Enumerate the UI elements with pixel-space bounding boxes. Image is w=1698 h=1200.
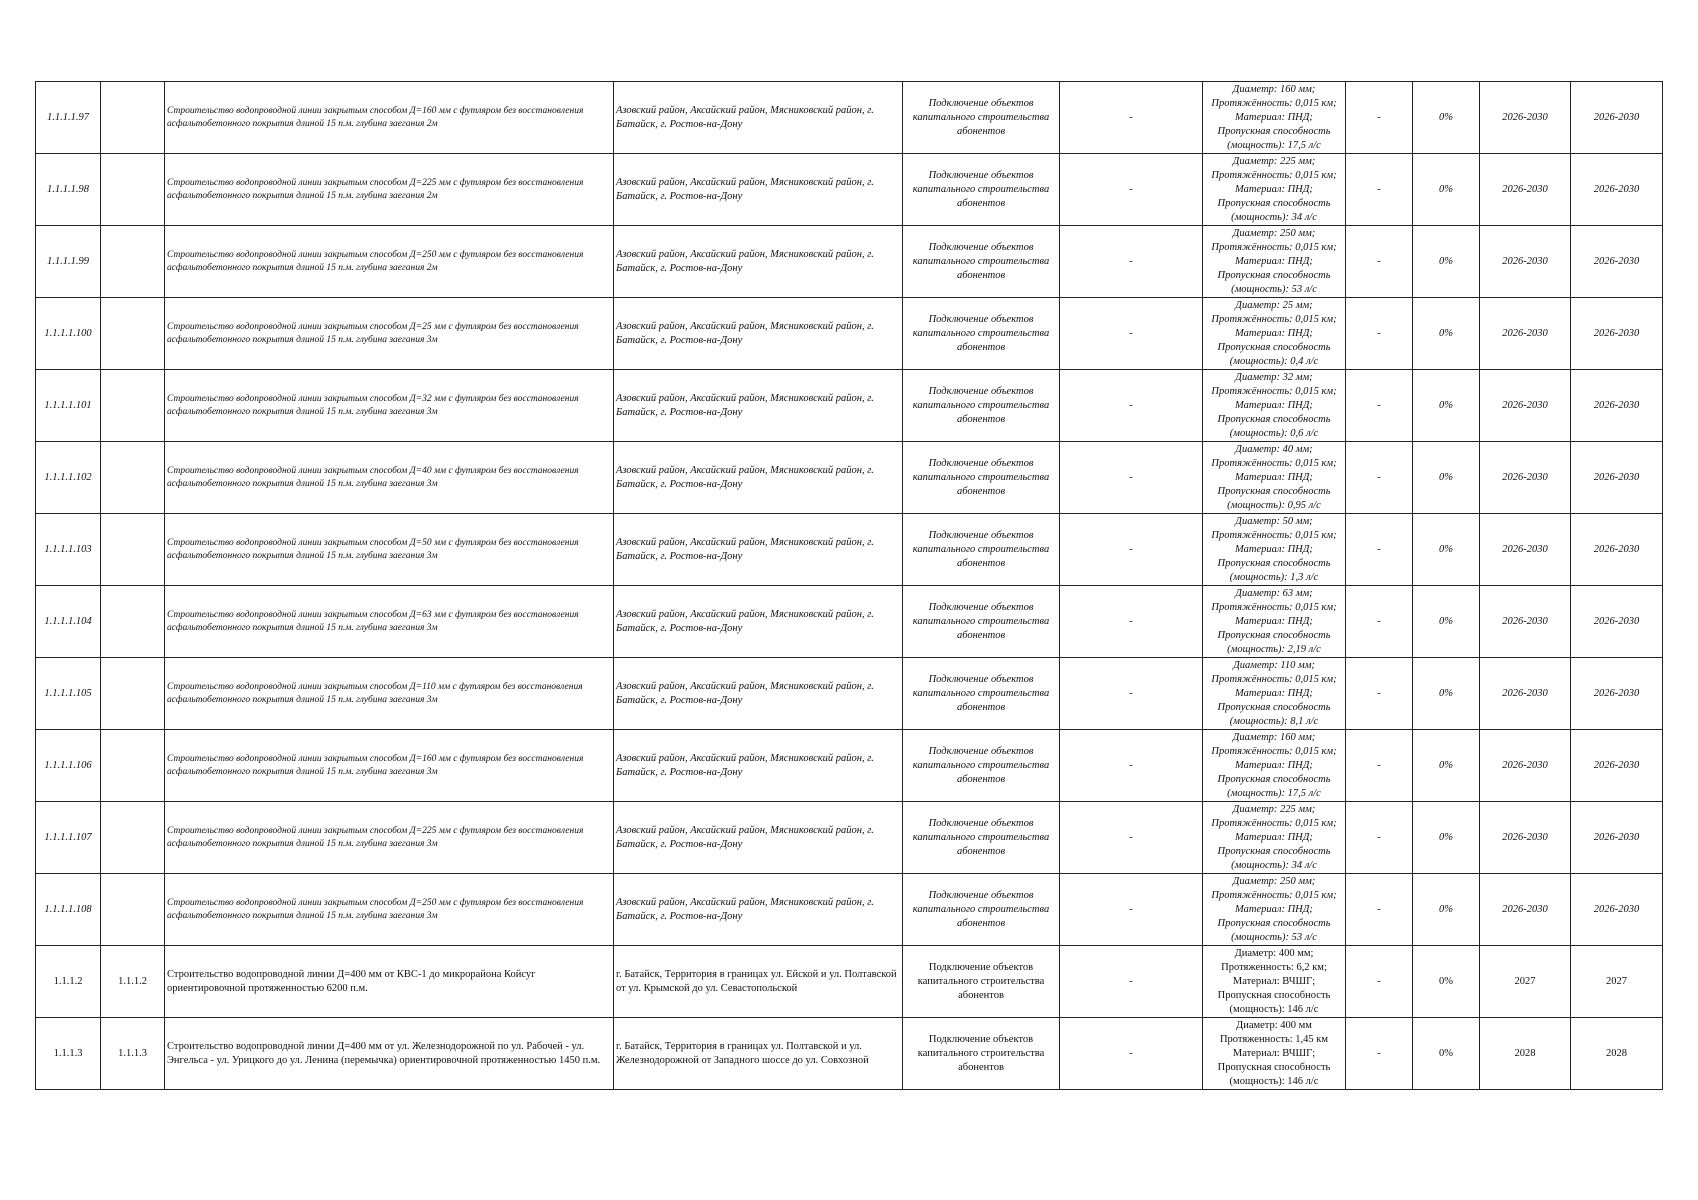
cell-location: Азовский район, Аксайский район, Мясниковский район, г. Батайск, г. Ростов-на-Дону xyxy=(614,154,903,226)
cell-start-year: 2028 xyxy=(1480,1018,1571,1090)
cell-completion-percent: 0% xyxy=(1413,514,1480,586)
cell-end-year: 2026-2030 xyxy=(1571,658,1663,730)
spec-line: Пропускная способность xyxy=(1217,269,1331,281)
cell-location: Азовский район, Аксайский район, Мясниковский район, г. Батайск, г. Ростов-на-Дону xyxy=(614,586,903,658)
cell-effect: - xyxy=(1346,370,1413,442)
cell-location: Азовский район, Аксайский район, Мясниковский район, г. Батайск, г. Ростов-на-Дону xyxy=(614,802,903,874)
cell-completion-percent: 0% xyxy=(1413,298,1480,370)
cell-number: 1.1.1.1.99 xyxy=(36,226,101,298)
spec-line: Пропускная способность xyxy=(1217,485,1331,497)
spec-line: (мощность): 2,19 л/с xyxy=(1227,643,1321,655)
table-row xyxy=(36,658,1663,730)
cell-purpose: Подключение объектов капитального строительства абонентов xyxy=(903,226,1060,298)
cell-location: Азовский район, Аксайский район, Мясниковский район, г. Батайск, г. Ростов-на-Дону xyxy=(614,730,903,802)
spec-line: Протяжённость: 0,015 км; xyxy=(1211,673,1337,685)
cell-existing-params: - xyxy=(1060,658,1203,730)
spec-line: (мощность): 0,95 л/с xyxy=(1227,499,1321,511)
cell-project-name: Строительство водопроводной линии закрытым способом Д=25 мм с футляром без восстановления асфальтобетонного покрытия длиной 15 п.м. глубина заегания 3м xyxy=(165,298,614,370)
spec-line: Пропускная способность xyxy=(1217,341,1331,353)
cell-effect: - xyxy=(1346,442,1413,514)
cell-completion-percent: 0% xyxy=(1413,586,1480,658)
cell-effect: - xyxy=(1346,226,1413,298)
spec-line: Пропускная способность xyxy=(1217,845,1331,857)
cell-purpose: Подключение объектов капитального строительства абонентов xyxy=(903,154,1060,226)
spec-line: Протяжённость: 0,015 км; xyxy=(1211,97,1337,109)
cell-project-name: Строительство водопроводной линии закрытым способом Д=32 мм с футляром без восстановления асфальтобетонного покрытия длиной 15 п.м. глубина заегания 3м xyxy=(165,370,614,442)
cell-end-year: 2027 xyxy=(1571,946,1663,1018)
spec-line: Диаметр: 160 мм; xyxy=(1232,731,1316,743)
cell-purpose: Подключение объектов капитального строительства абонентов xyxy=(903,442,1060,514)
spec-line: Диаметр: 40 мм; xyxy=(1235,443,1313,455)
spec-line: Протяженность: 6,2 км; xyxy=(1221,961,1327,973)
cell-technical-specs xyxy=(1203,874,1346,946)
cell-end-year: 2028 xyxy=(1571,1018,1663,1090)
spec-line: Диаметр: 32 мм; xyxy=(1235,371,1313,383)
spec-line: Материал: ВЧШГ; xyxy=(1232,975,1316,987)
cell-location: Азовский район, Аксайский район, Мясниковский район, г. Батайск, г. Ростов-на-Дону xyxy=(614,298,903,370)
cell-effect: - xyxy=(1346,298,1413,370)
cell-completion-percent: 0% xyxy=(1413,802,1480,874)
cell-location: Азовский район, Аксайский район, Мясниковский район, г. Батайск, г. Ростов-на-Дону xyxy=(614,82,903,154)
cell-number: 1.1.1.1.108 xyxy=(36,874,101,946)
table-row xyxy=(36,442,1663,514)
cell-location: Азовский район, Аксайский район, Мясниковский район, г. Батайск, г. Ростов-на-Дону xyxy=(614,226,903,298)
spec-line: Материал: ПНД; xyxy=(1235,687,1313,699)
investment-program-table xyxy=(35,81,1663,1090)
cell-start-year: 2026-2030 xyxy=(1480,586,1571,658)
cell-sub-number xyxy=(101,874,165,946)
cell-existing-params: - xyxy=(1060,874,1203,946)
cell-number: 1.1.1.1.102 xyxy=(36,442,101,514)
cell-sub-number xyxy=(101,82,165,154)
cell-existing-params: - xyxy=(1060,442,1203,514)
table-row xyxy=(36,946,1663,1018)
spec-line: Материал: ПНД; xyxy=(1235,399,1313,411)
cell-existing-params: - xyxy=(1060,226,1203,298)
spec-line: Протяжённость: 0,015 км; xyxy=(1211,601,1337,613)
spec-line: (мощность): 53 л/с xyxy=(1231,283,1317,295)
cell-start-year: 2026-2030 xyxy=(1480,226,1571,298)
cell-purpose: Подключение объектов капитального строительства абонентов xyxy=(903,370,1060,442)
cell-technical-specs xyxy=(1203,298,1346,370)
cell-project-name: Строительство водопроводной линии закрытым способом Д=40 мм с футляром без восстановления асфальтобетонного покрытия длиной 15 п.м. глубина заегания 3м xyxy=(165,442,614,514)
cell-number: 1.1.1.1.97 xyxy=(36,82,101,154)
cell-end-year: 2026-2030 xyxy=(1571,298,1663,370)
cell-project-name: Строительство водопроводной линии закрытым способом Д=63 мм с футляром без восстановления асфальтобетонного покрытия длиной 15 п.м. глубина заегания 3м xyxy=(165,586,614,658)
cell-existing-params: - xyxy=(1060,802,1203,874)
cell-sub-number xyxy=(101,226,165,298)
cell-number: 1.1.1.3 xyxy=(36,1018,101,1090)
cell-start-year: 2026-2030 xyxy=(1480,82,1571,154)
cell-project-name: Строительство водопроводной линии закрытым способом Д=225 мм с футляром без восстановления асфальтобетонного покрытия длиной 15 п.м. глубина заегания 3м xyxy=(165,802,614,874)
cell-purpose: Подключение объектов капитального строительства абонентов xyxy=(903,82,1060,154)
cell-effect: - xyxy=(1346,82,1413,154)
spec-line: Пропускная способность xyxy=(1217,773,1331,785)
cell-project-name: Строительство водопроводной линии закрытым способом Д=110 мм с футляром без восстановления асфальтобетонного покрытия длиной 15 п.м. глубина заегания 3м xyxy=(165,658,614,730)
table-body xyxy=(36,82,1663,1090)
table-row xyxy=(36,586,1663,658)
cell-project-name: Строительство водопроводной линии закрытым способом Д=160 мм с футляром без восстановления асфальтобетонного покрытия длиной 15 п.м. глубина заегания 3м xyxy=(165,730,614,802)
cell-location: Азовский район, Аксайский район, Мясниковский район, г. Батайск, г. Ростов-на-Дону xyxy=(614,442,903,514)
spec-line: Протяжённость: 0,015 км; xyxy=(1211,889,1337,901)
cell-existing-params: - xyxy=(1060,154,1203,226)
spec-line: Протяжённость: 0,015 км; xyxy=(1211,529,1337,541)
cell-technical-specs xyxy=(1203,82,1346,154)
cell-sub-number xyxy=(101,586,165,658)
cell-existing-params: - xyxy=(1060,1018,1203,1090)
cell-technical-specs xyxy=(1203,658,1346,730)
cell-purpose: Подключение объектов капитального строительства абонентов xyxy=(903,1018,1060,1090)
cell-sub-number: 1.1.1.3 xyxy=(101,1018,165,1090)
cell-sub-number xyxy=(101,298,165,370)
cell-project-name: Строительство водопроводной линии закрытым способом Д=160 мм с футляром без восстановления асфальтобетонного покрытия длиной 15 п.м. глубина заегания 2м xyxy=(165,82,614,154)
cell-start-year: 2026-2030 xyxy=(1480,514,1571,586)
cell-technical-specs xyxy=(1203,442,1346,514)
table-row xyxy=(36,298,1663,370)
cell-sub-number xyxy=(101,802,165,874)
cell-end-year: 2026-2030 xyxy=(1571,586,1663,658)
cell-purpose: Подключение объектов капитального строительства абонентов xyxy=(903,298,1060,370)
cell-end-year: 2026-2030 xyxy=(1571,82,1663,154)
spec-line: (мощность): 8,1 л/с xyxy=(1229,715,1319,727)
cell-technical-specs xyxy=(1203,802,1346,874)
cell-completion-percent: 0% xyxy=(1413,874,1480,946)
cell-effect: - xyxy=(1346,586,1413,658)
spec-line: Протяженность: 1,45 км xyxy=(1219,1033,1329,1045)
spec-line: Протяжённость: 0,015 км; xyxy=(1211,313,1337,325)
spec-line: Материал: ПНД; xyxy=(1235,543,1313,555)
spec-line: Материал: ПНД; xyxy=(1235,903,1313,915)
cell-technical-specs xyxy=(1203,946,1346,1018)
cell-number: 1.1.1.1.106 xyxy=(36,730,101,802)
spec-line: (мощность): 34 л/с xyxy=(1231,859,1317,871)
spec-line: (мощность): 1,3 л/с xyxy=(1229,571,1319,583)
cell-existing-params: - xyxy=(1060,370,1203,442)
spec-line: Диаметр: 400 мм xyxy=(1236,1019,1312,1031)
spec-line: Протяжённость: 0,015 км; xyxy=(1211,457,1337,469)
cell-end-year: 2026-2030 xyxy=(1571,514,1663,586)
cell-number: 1.1.1.1.101 xyxy=(36,370,101,442)
cell-start-year: 2026-2030 xyxy=(1480,730,1571,802)
spec-line: Материал: ПНД; xyxy=(1235,831,1313,843)
spec-line: (мощность): 146 л/с xyxy=(1229,1075,1319,1087)
spec-line: Материал: ВЧШГ; xyxy=(1232,1047,1316,1059)
cell-technical-specs xyxy=(1203,514,1346,586)
spec-line: Диаметр: 160 мм; xyxy=(1232,83,1316,95)
spec-line: (мощность): 53 л/с xyxy=(1231,931,1317,943)
spec-line: Диаметр: 250 мм; xyxy=(1232,875,1316,887)
cell-existing-params: - xyxy=(1060,514,1203,586)
cell-location: Азовский район, Аксайский район, Мясниковский район, г. Батайск, г. Ростов-на-Дону xyxy=(614,874,903,946)
cell-number: 1.1.1.1.100 xyxy=(36,298,101,370)
spec-line: Материал: ПНД; xyxy=(1235,255,1313,267)
spec-line: Пропускная способность xyxy=(1217,701,1331,713)
cell-effect: - xyxy=(1346,514,1413,586)
spec-line: Пропускная способность xyxy=(1217,197,1331,209)
spec-line: Пропускная способность xyxy=(1217,629,1331,641)
cell-start-year: 2026-2030 xyxy=(1480,658,1571,730)
spec-line: Протяжённость: 0,015 км; xyxy=(1211,745,1337,757)
cell-number: 1.1.1.1.107 xyxy=(36,802,101,874)
cell-project-name: Строительство водопроводной линии закрытым способом Д=225 мм с футляром без восстановления асфальтобетонного покрытия длиной 15 п.м. глубина заегания 2м xyxy=(165,154,614,226)
cell-end-year: 2026-2030 xyxy=(1571,226,1663,298)
spec-line: Материал: ПНД; xyxy=(1235,183,1313,195)
spec-line: Пропускная способность xyxy=(1217,989,1331,1001)
document-page xyxy=(35,81,1662,1090)
cell-existing-params: - xyxy=(1060,946,1203,1018)
spec-line: Пропускная способность xyxy=(1217,413,1331,425)
cell-location: Азовский район, Аксайский район, Мясниковский район, г. Батайск, г. Ростов-на-Дону xyxy=(614,370,903,442)
cell-purpose: Подключение объектов капитального строительства абонентов xyxy=(903,730,1060,802)
spec-line: Материал: ПНД; xyxy=(1235,471,1313,483)
cell-project-name: Строительство водопроводной линии закрытым способом Д=50 мм с футляром без восстановления асфальтобетонного покрытия длиной 15 п.м. глубина заегания 3м xyxy=(165,514,614,586)
spec-line: Диаметр: 110 мм; xyxy=(1233,659,1315,671)
table-row xyxy=(36,730,1663,802)
cell-sub-number xyxy=(101,370,165,442)
cell-sub-number xyxy=(101,514,165,586)
cell-completion-percent: 0% xyxy=(1413,658,1480,730)
cell-effect: - xyxy=(1346,802,1413,874)
cell-location: г. Батайск, Территория в границах ул. Полтавской и ул. Железнодорожной от Западного шоссе до ул. Совхозной xyxy=(614,1018,903,1090)
cell-technical-specs xyxy=(1203,1018,1346,1090)
spec-line: (мощность): 146 л/с xyxy=(1229,1003,1319,1015)
cell-start-year: 2026-2030 xyxy=(1480,442,1571,514)
cell-effect: - xyxy=(1346,946,1413,1018)
table-row xyxy=(36,1018,1663,1090)
spec-line: Диаметр: 25 мм; xyxy=(1235,299,1313,311)
cell-number: 1.1.1.1.98 xyxy=(36,154,101,226)
cell-technical-specs xyxy=(1203,586,1346,658)
spec-line: Диаметр: 250 мм; xyxy=(1232,227,1316,239)
cell-effect: - xyxy=(1346,730,1413,802)
cell-existing-params: - xyxy=(1060,82,1203,154)
cell-project-name: Строительство водопроводной линии закрытым способом Д=250 мм с футляром без восстановления асфальтобетонного покрытия длиной 15 п.м. глубина заегания 2м xyxy=(165,226,614,298)
cell-effect: - xyxy=(1346,154,1413,226)
table-row xyxy=(36,874,1663,946)
cell-completion-percent: 0% xyxy=(1413,226,1480,298)
cell-start-year: 2026-2030 xyxy=(1480,370,1571,442)
cell-effect: - xyxy=(1346,658,1413,730)
cell-start-year: 2026-2030 xyxy=(1480,874,1571,946)
spec-line: Протяжённость: 0,015 км; xyxy=(1211,385,1337,397)
cell-start-year: 2027 xyxy=(1480,946,1571,1018)
cell-completion-percent: 0% xyxy=(1413,730,1480,802)
cell-project-name: Строительство водопроводной линии Д=400 мм от ул. Железнодорожной по ул. Рабочей - ул. Энгельса - ул. Урицкого до ул. Ленина (перемычка) ориентировочной протяженностью 1450 п.м. xyxy=(165,1018,614,1090)
spec-line: Пропускная способность xyxy=(1217,125,1331,137)
cell-completion-percent: 0% xyxy=(1413,1018,1480,1090)
table-row xyxy=(36,802,1663,874)
spec-line: (мощность): 17,5 л/с xyxy=(1227,139,1321,151)
cell-purpose: Подключение объектов капитального строительства абонентов xyxy=(903,946,1060,1018)
table-row xyxy=(36,514,1663,586)
cell-end-year: 2026-2030 xyxy=(1571,370,1663,442)
spec-line: Диаметр: 400 мм; xyxy=(1234,947,1314,959)
spec-line: Материал: ПНД; xyxy=(1235,615,1313,627)
cell-number: 1.1.1.1.105 xyxy=(36,658,101,730)
cell-end-year: 2026-2030 xyxy=(1571,874,1663,946)
cell-completion-percent: 0% xyxy=(1413,370,1480,442)
cell-purpose: Подключение объектов капитального строительства абонентов xyxy=(903,514,1060,586)
spec-line: Пропускная способность xyxy=(1217,557,1331,569)
cell-completion-percent: 0% xyxy=(1413,154,1480,226)
spec-line: Протяжённость: 0,015 км; xyxy=(1211,169,1337,181)
spec-line: Пропускная способность xyxy=(1217,917,1331,929)
table-row xyxy=(36,154,1663,226)
cell-end-year: 2026-2030 xyxy=(1571,802,1663,874)
cell-project-name: Строительство водопроводной линии закрытым способом Д=250 мм с футляром без восстановления асфальтобетонного покрытия длиной 15 п.м. глубина заегания 3м xyxy=(165,874,614,946)
cell-sub-number: 1.1.1.2 xyxy=(101,946,165,1018)
cell-existing-params: - xyxy=(1060,730,1203,802)
cell-sub-number xyxy=(101,154,165,226)
cell-location: Азовский район, Аксайский район, Мясниковский район, г. Батайск, г. Ростов-на-Дону xyxy=(614,514,903,586)
spec-line: Диаметр: 63 мм; xyxy=(1235,587,1313,599)
spec-line: Протяжённость: 0,015 км; xyxy=(1211,241,1337,253)
cell-start-year: 2026-2030 xyxy=(1480,802,1571,874)
cell-technical-specs xyxy=(1203,370,1346,442)
cell-purpose: Подключение объектов капитального строительства абонентов xyxy=(903,658,1060,730)
cell-end-year: 2026-2030 xyxy=(1571,730,1663,802)
spec-line: Материал: ПНД; xyxy=(1235,111,1313,123)
cell-technical-specs xyxy=(1203,226,1346,298)
cell-location: г. Батайск, Территория в границах ул. Ейской и ул. Полтавской от ул. Крымской до ул. Севастопольской xyxy=(614,946,903,1018)
cell-start-year: 2026-2030 xyxy=(1480,298,1571,370)
spec-line: Диаметр: 50 мм; xyxy=(1235,515,1313,527)
table-row xyxy=(36,370,1663,442)
cell-start-year: 2026-2030 xyxy=(1480,154,1571,226)
cell-purpose: Подключение объектов капитального строительства абонентов xyxy=(903,586,1060,658)
spec-line: (мощность): 0,6 л/с xyxy=(1229,427,1319,439)
cell-completion-percent: 0% xyxy=(1413,946,1480,1018)
spec-line: Диаметр: 225 мм; xyxy=(1232,803,1316,815)
cell-project-name: Строительство водопроводной линии Д=400 мм от КВС-1 до микрорайона Койсуг ориентировочной протяженностью 6200 п.м. xyxy=(165,946,614,1018)
cell-end-year: 2026-2030 xyxy=(1571,154,1663,226)
spec-line: Пропускная способность xyxy=(1217,1061,1331,1073)
cell-completion-percent: 0% xyxy=(1413,442,1480,514)
cell-location: Азовский район, Аксайский район, Мясниковский район, г. Батайск, г. Ростов-на-Дону xyxy=(614,658,903,730)
cell-sub-number xyxy=(101,442,165,514)
cell-technical-specs xyxy=(1203,730,1346,802)
cell-technical-specs xyxy=(1203,154,1346,226)
cell-effect: - xyxy=(1346,1018,1413,1090)
spec-line: Протяжённость: 0,015 км; xyxy=(1211,817,1337,829)
cell-effect: - xyxy=(1346,874,1413,946)
spec-line: (мощность): 17,5 л/с xyxy=(1227,787,1321,799)
table-row xyxy=(36,82,1663,154)
spec-line: Диаметр: 225 мм; xyxy=(1232,155,1316,167)
cell-existing-params: - xyxy=(1060,586,1203,658)
cell-completion-percent: 0% xyxy=(1413,82,1480,154)
spec-line: Материал: ПНД; xyxy=(1235,759,1313,771)
spec-line: Материал: ПНД; xyxy=(1235,327,1313,339)
cell-end-year: 2026-2030 xyxy=(1571,442,1663,514)
cell-number: 1.1.1.2 xyxy=(36,946,101,1018)
cell-existing-params: - xyxy=(1060,298,1203,370)
spec-line: (мощность): 34 л/с xyxy=(1231,211,1317,223)
table-row xyxy=(36,226,1663,298)
cell-purpose: Подключение объектов капитального строительства абонентов xyxy=(903,802,1060,874)
cell-number: 1.1.1.1.104 xyxy=(36,586,101,658)
cell-purpose: Подключение объектов капитального строительства абонентов xyxy=(903,874,1060,946)
spec-line: (мощность): 0,4 л/с xyxy=(1229,355,1319,367)
cell-number: 1.1.1.1.103 xyxy=(36,514,101,586)
cell-sub-number xyxy=(101,658,165,730)
cell-sub-number xyxy=(101,730,165,802)
